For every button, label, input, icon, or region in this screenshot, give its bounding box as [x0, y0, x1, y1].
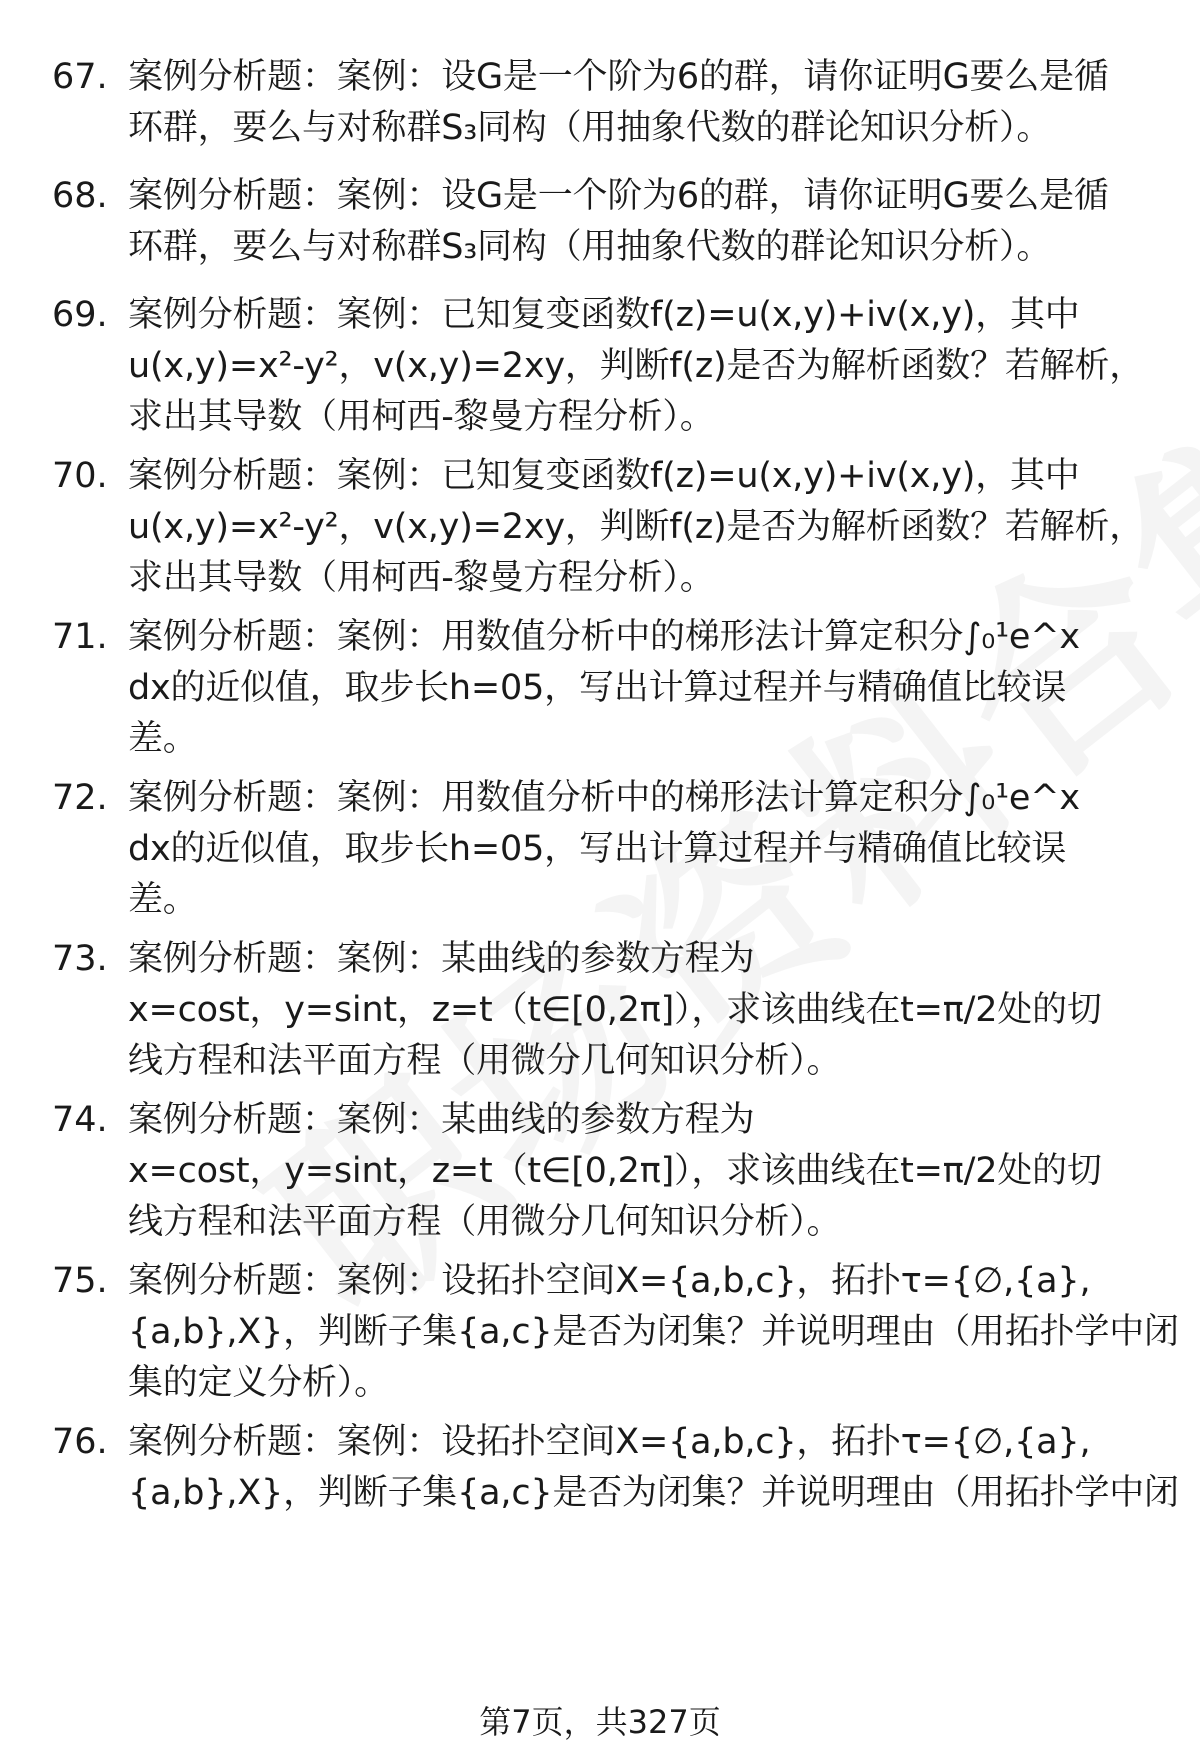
question-text-line: 求出其导数（用柯西-黎曼方程分析）。 — [128, 558, 715, 598]
question-text-line: 求出其导数（用柯西-黎曼方程分析）。 — [128, 397, 715, 437]
question-text-line: dx的近似值，取步长h=05，写出计算过程并与精确值比较误 — [128, 829, 1067, 869]
question-text-line: 集的定义分析）。 — [128, 1363, 389, 1403]
question-text-line: 案例分析题：案例：用数值分析中的梯形法计算定积分∫₀¹e^x — [128, 617, 1080, 657]
question-number: 71. — [52, 617, 108, 657]
question-text-line: u(x,y)=x²-y²，v(x,y)=2xy，判断f(z)是否为解析函数？若解析， — [128, 346, 1145, 386]
question-text-line: 案例分析题：案例：已知复变函数f(z)=u(x,y)+iv(x,y)，其中 — [128, 295, 1080, 335]
question-text-line: x=cost，y=sint，z=t（t∈[0,2π]），求该曲线在t=π/2处的切 — [128, 990, 1102, 1030]
question-number: 68. — [52, 176, 108, 216]
question-text-line: 案例分析题：案例：设拓扑空间X={a,b,c}，拓扑τ={∅,{a}, — [128, 1422, 1091, 1462]
question-text-line: dx的近似值，取步长h=05，写出计算过程并与精确值比较误 — [128, 668, 1067, 708]
question-text-line: u(x,y)=x²-y²，v(x,y)=2xy，判断f(z)是否为解析函数？若解析， — [128, 507, 1145, 547]
question-number: 76. — [52, 1422, 108, 1462]
question-text-line: 差。 — [128, 880, 198, 920]
question-text-line: 环群，要么与对称群S₃同构（用抽象代数的群论知识分析）。 — [128, 108, 1052, 148]
question-text-line: 环群，要么与对称群S₃同构（用抽象代数的群论知识分析）。 — [128, 227, 1052, 267]
question-text-line: 案例分析题：案例：设G是一个阶为6的群，请你证明G要么是循 — [128, 57, 1109, 97]
question-number: 70. — [52, 456, 108, 496]
question-text-line: 线方程和法平面方程（用微分几何知识分析）。 — [128, 1041, 842, 1081]
question-number: 73. — [52, 939, 108, 979]
question-text-line: 案例分析题：案例：已知复变函数f(z)=u(x,y)+iv(x,y)，其中 — [128, 456, 1080, 496]
question-number: 69. — [52, 295, 108, 335]
question-text-line: x=cost，y=sint，z=t（t∈[0,2π]），求该曲线在t=π/2处的切 — [128, 1151, 1102, 1191]
question-text-line: 案例分析题：案例：某曲线的参数方程为 — [128, 939, 755, 979]
question-text-line: {a,b},X}，判断子集{a,c}是否为闭集？并说明理由（用拓扑学中闭 — [128, 1473, 1179, 1513]
page-number: 第7页，共327页 — [479, 1703, 721, 1741]
question-number: 75. — [52, 1261, 108, 1301]
question-number: 67. — [52, 57, 108, 97]
question-text-line: 线方程和法平面方程（用微分几何知识分析）。 — [128, 1202, 842, 1242]
question-number: 72. — [52, 778, 108, 818]
question-text-line: 案例分析题：案例：某曲线的参数方程为 — [128, 1100, 755, 1140]
question-text-line: 案例分析题：案例：用数值分析中的梯形法计算定积分∫₀¹e^x — [128, 778, 1080, 818]
question-text-line: {a,b},X}，判断子集{a,c}是否为闭集？并说明理由（用拓扑学中闭 — [128, 1312, 1179, 1352]
question-text-line: 案例分析题：案例：设G是一个阶为6的群，请你证明G要么是循 — [128, 176, 1109, 216]
question-text-line: 差。 — [128, 719, 198, 759]
question-text-line: 案例分析题：案例：设拓扑空间X={a,b,c}，拓扑τ={∅,{a}, — [128, 1261, 1091, 1301]
question-number: 74. — [52, 1100, 108, 1140]
